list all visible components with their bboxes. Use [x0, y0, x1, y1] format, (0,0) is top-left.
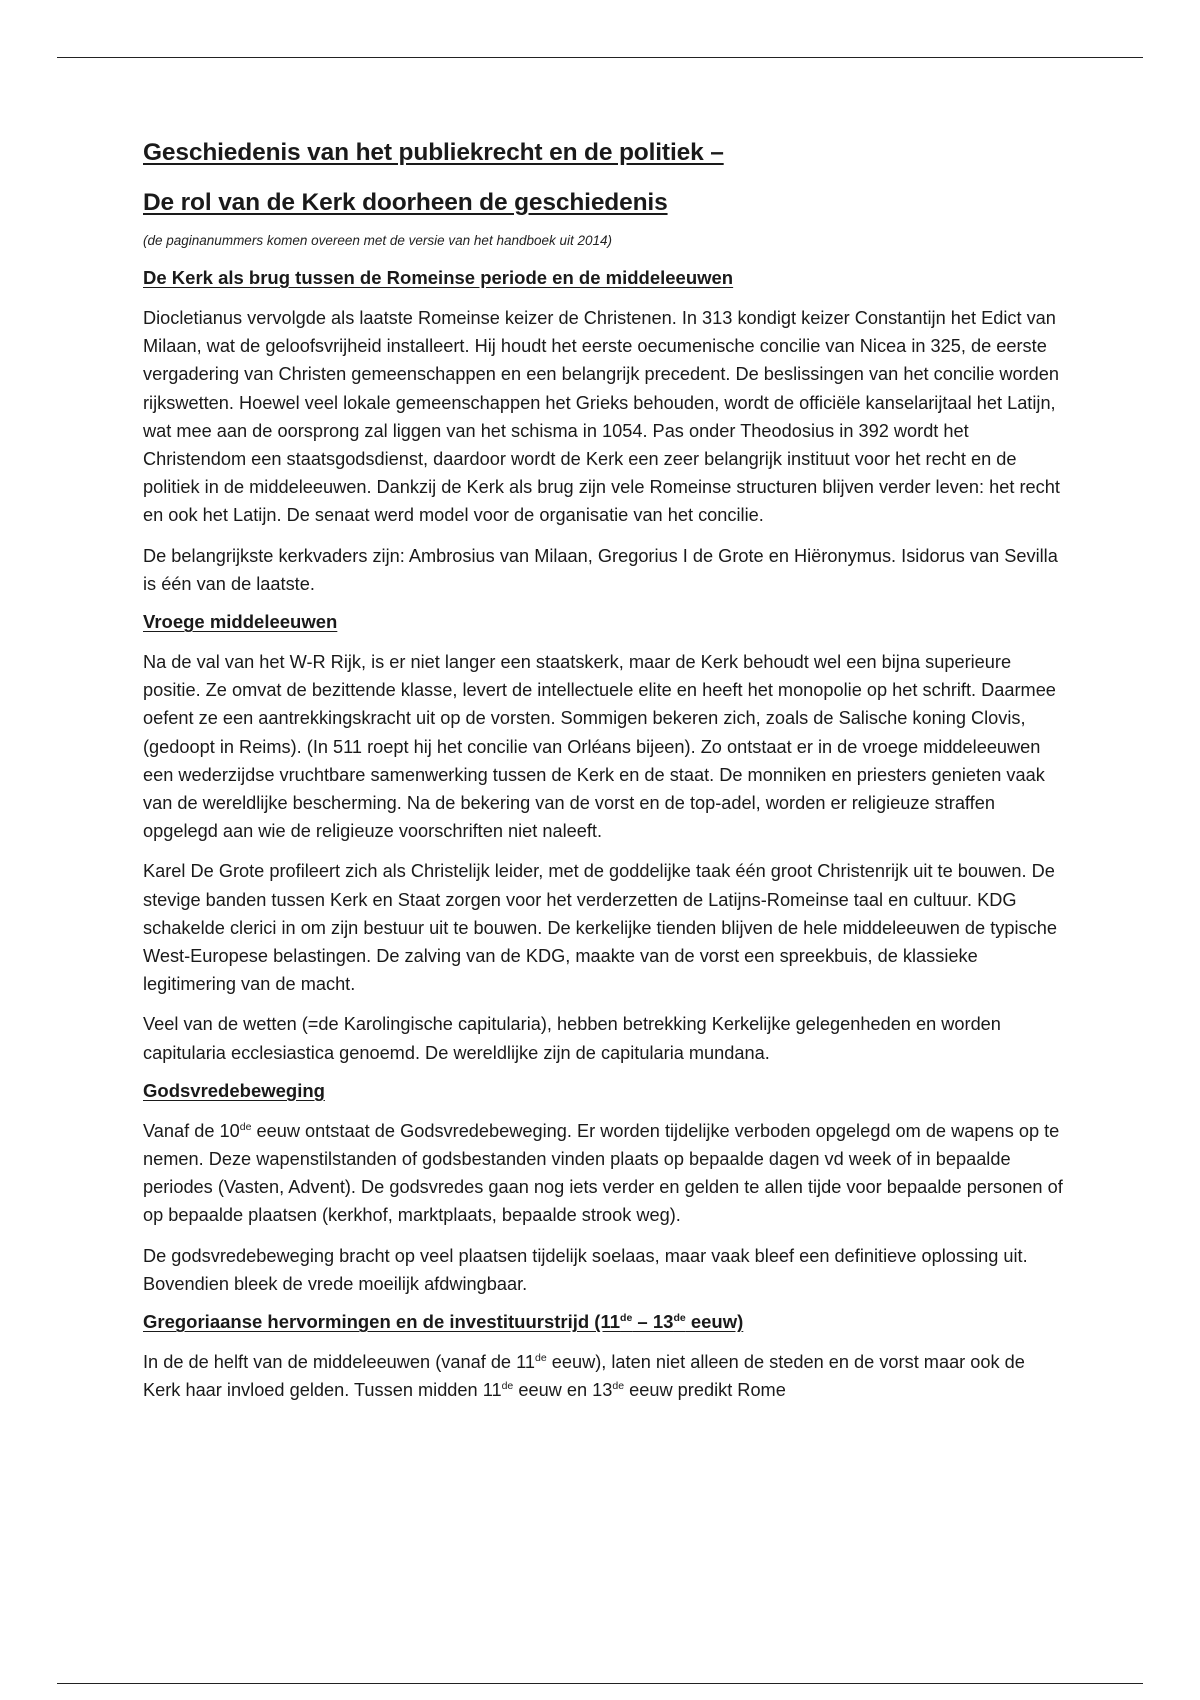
- section-heading-vroege-middeleeuwen: Vroege middeleeuwen: [143, 611, 338, 633]
- ordinal-suffix: de: [620, 1311, 633, 1324]
- ordinal-suffix: de: [239, 1120, 252, 1133]
- ordinal-suffix: de: [501, 1380, 514, 1393]
- document-title: Geschiedenis van het publiekrecht en de politiek –: [143, 139, 724, 166]
- document-subtitle: De rol van de Kerk doorheen de geschiedenis: [143, 189, 668, 216]
- section-heading-gregoriaanse-hervormingen: [143, 1310, 1063, 1334]
- heading-text: Gregoriaanse hervormingen en de investituurstrijd (11: [143, 1311, 621, 1333]
- section-heading-godsvredebeweging: Godsvredebeweging: [143, 1079, 325, 1101]
- paragraph: De godsvredebeweging bracht op veel plaatsen tijdelijk soelaas, maar vaak bleef een definitieve oplossing uit. Bovendien bleek de vrede moeilijk afdwingbaar.: [143, 1245, 1028, 1294]
- page-number-note: (de paginanummers komen overeen met de versie van het handboek uit 2014): [143, 233, 613, 248]
- paragraph-text: eeuw predikt Rome: [624, 1380, 786, 1401]
- paragraph: Na de val van het W-R Rijk, is er niet langer een staatskerk, maar de Kerk behoudt wel een bijna superieure positie. Ze omvat de bezittende klasse, levert de intellectuele elite en heeft het monopolie op het schrift. Daarmee oefent ze een aantrekkingskracht uit op de vorsten. Sommigen bekeren zich, zoals de Salische koning Clovis, (gedoopt in Reims). (In 511 roept hij het concilie van Orléans bijeen). Zo ontstaat er in de vroege middeleeuwen een wederzijdse vruchtbare samenwerking tussen de Kerk en de staat. De monniken en priesters genieten vaak van de wereldlijke bescherming. Na de bekering van de vorst en de top-adel, worden er religieuze straffen opgelegd aan wie de religieuze voorschriften niet naleeft.: [143, 652, 1056, 842]
- paragraph-text: Vanaf de 10: [143, 1120, 240, 1141]
- header-rule: [57, 57, 1143, 58]
- footer-rule: [57, 1683, 1143, 1684]
- section-heading-romeinse-periode: De Kerk als brug tussen de Romeinse periode en de middeleeuwen: [143, 267, 734, 288]
- paragraph: Diocletianus vervolgde als laatste Romeinse keizer de Christenen. In 313 kondigt keizer Constantijn het Edict van Milaan, wat de geloofsvrijheid installeert. Hij houdt het eerste oecumenische concilie van Nicea in 325, de eerste vergadering van Christen gemeenschappen en een belangrijk precedent. De beslissingen van het concilie worden rijkswetten. Hoewel veel lokale gemeenschappen het Grieks behouden, wordt de officiële kanselarijtaal het Latijn, wat mee aan de oorsprong zal liggen van het schisma in 1054. Pas onder Theodosius in 392 wordt het Christendom een staatsgodsdienst, daardoor wordt de Kerk een zeer belangrijk instituut voor het recht en de politiek in de middeleeuwen. Dankzij de Kerk als brug zijn vele Romeinse structuren blijven verder leven: het recht en ook het Latijn. De senaat werd model voor de organisatie van het concilie.: [143, 308, 1060, 526]
- paragraph: Karel De Grote profileert zich als Christelijk leider, met de goddelijke taak één groot Christenrijk uit te bouwen. De stevige banden tussen Kerk en Staat zorgen voor het verderzetten de Latijns-Romeinse taal en cultuur. KDG schakelde clerici in om zijn bestuur uit te bouwen. De kerkelijke tienden blijven de hele middeleeuwen de typische West-Europese belastingen. De zalving van de KDG, maakte van de vorst een spreekbuis, de klassieke legitimering van de macht.: [143, 861, 1057, 995]
- document-body: [143, 138, 1063, 1417]
- paragraph-text: eeuw), laten niet alleen de steden en de vorst maar ook de Kerk haar invloed gelden. Tussen midden 11: [143, 1352, 1025, 1401]
- heading-text: eeuw): [685, 1311, 744, 1333]
- ordinal-suffix: de: [612, 1380, 625, 1393]
- ordinal-suffix: de: [673, 1311, 686, 1324]
- paragraph: [143, 1117, 1063, 1230]
- paragraph: Veel van de wetten (=de Karolingische capitularia), hebben betrekking Kerkelijke gelegenheden en worden capitularia ecclesiastica genoemd. De wereldlijke zijn de capitularia mundana.: [143, 1014, 1001, 1063]
- heading-text: – 13: [632, 1311, 674, 1333]
- paragraph-text: In de de helft van de middeleeuwen (vanaf de 11: [143, 1352, 535, 1373]
- paragraph-text: eeuw en 13: [513, 1380, 613, 1401]
- paragraph: De belangrijkste kerkvaders zijn: Ambrosius van Milaan, Gregorius I de Grote en Hiëronymus. Isidorus van Sevilla is één van de laatste.: [143, 545, 1058, 594]
- paragraph: [143, 1348, 1063, 1404]
- paragraph-text: eeuw ontstaat de Godsvredebeweging. Er worden tijdelijke verboden opgelegd om de wapens op te nemen. Deze wapenstilstanden of godsbestanden vinden plaats op bepaalde dagen vd week of in bepaalde periodes (Vasten, Advent). De godsvredes gaan nog iets verder en gelden te allen tijde voor bepaalde personen of op bepaalde plaatsen (kerkhof, marktplaats, bepaalde strook weg).: [143, 1120, 1063, 1226]
- ordinal-suffix: de: [534, 1352, 547, 1365]
